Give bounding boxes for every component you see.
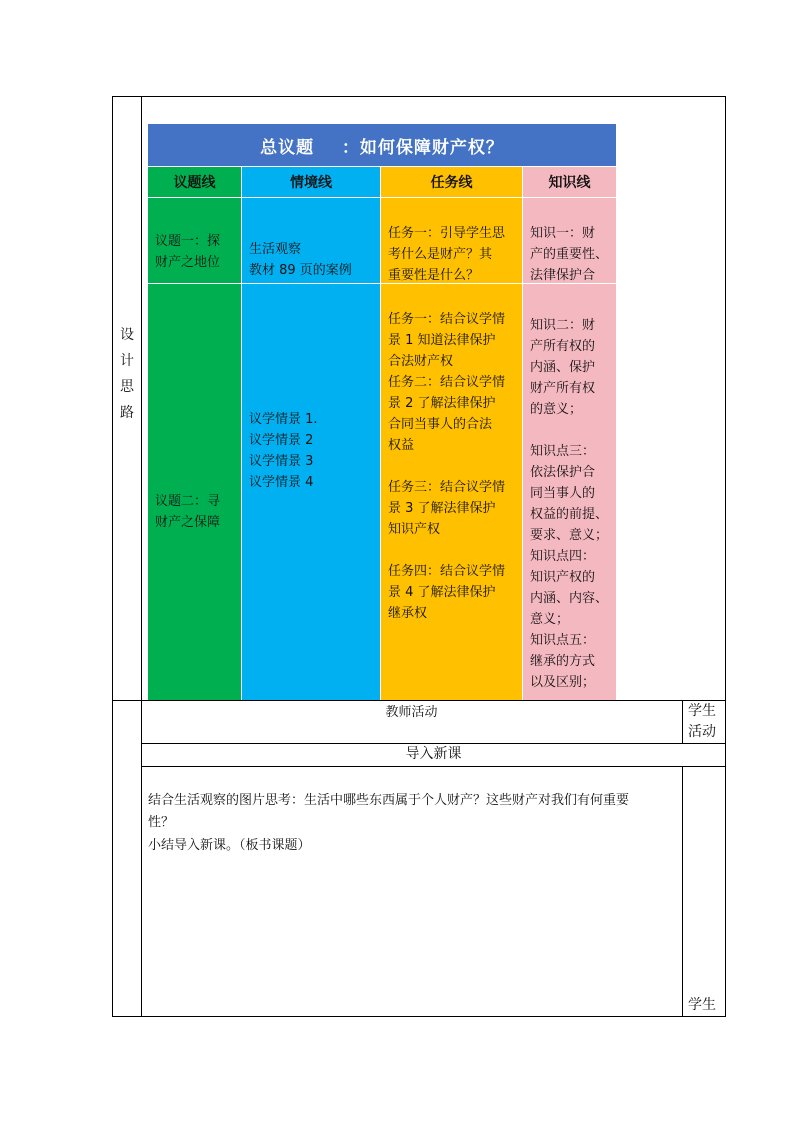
row1-topic-text: 议题一：探 财产之地位	[155, 234, 221, 270]
student-column-divider	[682, 700, 683, 744]
row2-knowledge	[523, 284, 616, 700]
design-ideas-label: 设 计 思 路	[120, 327, 134, 421]
section-title-intro: 导入新课	[405, 746, 462, 762]
student-activity-header: 学生 活动	[688, 703, 716, 740]
row2-knowledge-text: 知识二：财 产所有权的 内涵、保护 财产所有权 的意义； 知识点三： 依法保护合 同当事人的 权益的前提、 要求、意义； 知识点四： 知识产权的 内涵、内容、 意义； 知识点五： 继承的方式 以及区别；	[530, 318, 609, 690]
row1-knowledge-text: 知识一：财 产的重要性、 法律保护合	[530, 226, 609, 283]
header-knowledge	[523, 167, 616, 197]
header-situation	[242, 167, 380, 197]
section-row-bottom	[141, 766, 726, 767]
outer-border-right	[725, 96, 726, 1017]
intro-summary-text: 小结导入新课。（板书课题）	[148, 838, 311, 853]
header-topic-label: 议题线	[173, 175, 216, 191]
main-topic-banner	[148, 124, 616, 166]
row1-task	[381, 198, 522, 283]
student-column-divider-lower	[682, 766, 683, 1017]
row1-knowledge	[523, 198, 616, 283]
row2-situation-text: 议学情景 1. 议学情景 2 议学情景 3 议学情景 4	[249, 412, 318, 490]
outer-border-bottom	[112, 1016, 726, 1017]
row1-situation	[242, 198, 380, 283]
row2-task-text: 任务一：结合议学情 景 1 知道法律保护 合法财产权 任务二：结合议学情 景 2 了解法律保护 合同当事人的合法 权益 任务三：结合议学情 景 3 了解法律保护 知识产权 任务四：结合议学情 景 4 了解法律保护 继承权	[388, 312, 506, 621]
header-task	[381, 167, 522, 197]
row1-situation-text: 生活观察 教材 89 页的案例	[249, 242, 352, 278]
outer-border-left	[112, 96, 113, 1017]
main-topic-title: 总议题 ：如何保障财产权？	[260, 137, 504, 158]
row1-task-text: 任务一：引导学生思 考什么是财产？其 重要性是什么？	[388, 226, 506, 283]
row2-topic	[148, 284, 241, 700]
design-row-bottom	[112, 700, 726, 701]
row2-situation	[242, 284, 380, 700]
outer-border-top	[112, 96, 726, 97]
row1-topic	[148, 198, 241, 283]
teacher-activity-header: 教师活动	[385, 705, 438, 720]
header-situation-label: 情境线	[290, 175, 332, 191]
header-knowledge-label: 知识线	[548, 175, 591, 191]
row2-topic-text: 议题二：寻 财产之保障	[155, 494, 221, 530]
intro-question-text: 结合生活观察的图片思考：生活中哪些东西属于个人财产？这些财产对我们有何重要 性？	[148, 793, 630, 830]
header-task-label: 任务线	[430, 175, 473, 191]
row2-task	[381, 284, 522, 700]
student-activity-bottom-label: 学生	[688, 997, 716, 1013]
label-column-divider	[141, 96, 142, 1017]
header-topic	[148, 167, 241, 197]
